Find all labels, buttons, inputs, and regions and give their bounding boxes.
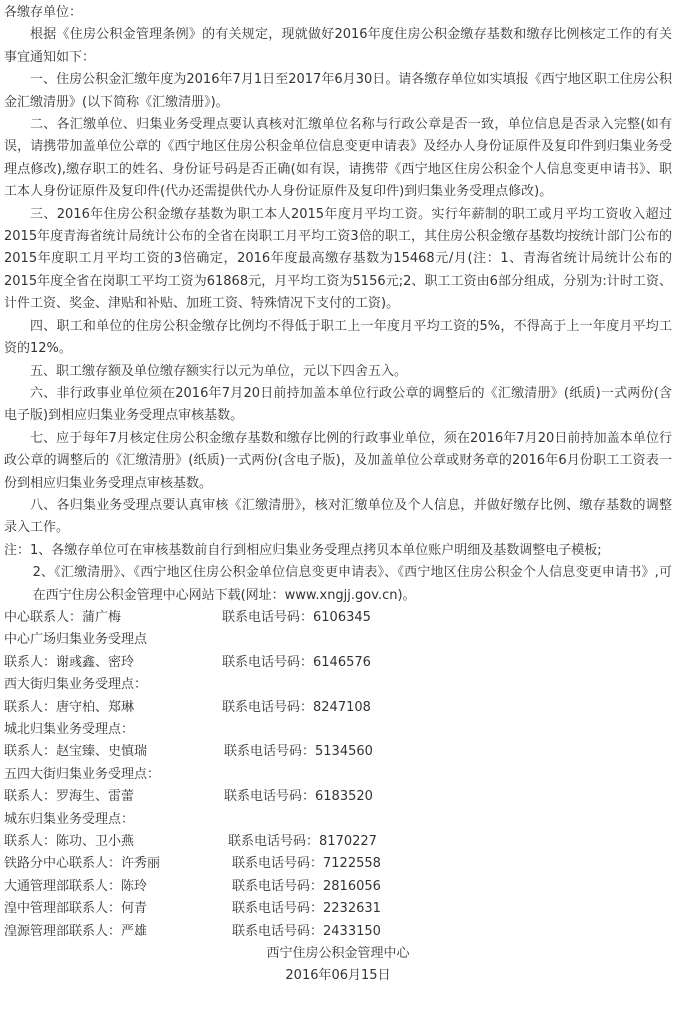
item-1: 一、住房公积金汇缴年度为2016年7月1日至2017年6月30日。请各缴存单位如实填报《西宁地区职工住房公积金汇缴清册》(以下简称《汇缴清册》)。 [4,72,672,110]
contact-phone: 联系电话号码：2433150 [232,923,381,939]
section-title-guangchang: 中心广场归集业务受理点 [4,632,148,648]
contact-phone: 联系电话号码：6106345 [222,609,371,625]
item-5: 五、职工缴存额及单位缴存额实行以元为单位，元以下四舍五入。 [30,363,408,379]
contact-huangzhong [4,898,672,920]
contact-name: 湟源管理部联系人：严雄 [4,923,148,939]
contact-phone: 联系电话号码：5134560 [224,744,373,760]
item-8: 八、各归集业务受理点要认真审核《汇缴清册》，核对汇缴单位及个人信息，并做好缴存比例、缴存基数的调整录入工作。 [4,497,672,536]
section-title-xidajie: 西大街归集业务受理点： [4,677,148,693]
section-title-wusi: 五四大街归集业务受理点： [4,766,161,782]
signature-organization: 西宁住房公积金管理中心 [266,946,410,962]
contact-name: 联系人：唐守柏、郑琳 [4,699,135,715]
item-3: 三、2016年住房公积金缴存基数为职工本人2015年度月平均工资。实行年薪制的职工或月平均工资收入超过2015年度青海省统计局统计公布的全省在岗职工月平均工资3倍的职工，其住房公积金缴存基数均按统计部门公布的2015年度职工月平均工资的3倍确定，2016年度最高缴存基数为15468元/月(注：1、青海省统计局统计公布的2015年度全省在岗职工平均工资为61868元，月平均工资为5156元;2、职工工资由6部分组成，分别为:计时工资、计件工资、奖金、津贴和补贴、加班工资、特殊情况下支付的工资)。 [4,206,672,312]
contact-guangchang [4,652,672,674]
contact-name: 联系人：罗海生、雷蕾 [4,789,135,805]
contact-huangyuan [4,921,672,943]
contact-datong [4,876,672,898]
note-1: 注：1、各缴存单位可在审核基数前自行到相应归集业务受理点拷贝本单位账户明细及基数调整电子模板; [4,542,602,558]
intro-paragraph: 根据《住房公积金管理条例》的有关规定，现就做好2016年度住房公积金缴存基数和缴存比例核定工作的有关事宜通知如下： [4,27,672,65]
contact-phone: 联系电话号码：6146576 [222,654,371,670]
contact-xidajie [4,697,672,719]
item-4: 四、职工和单位的住房公积金缴存比例均不得低于职工上一年度月平均工资的5%，不得高于上一年度月平均工资的12%。 [4,318,672,357]
contact-name: 大通管理部联系人：陈玲 [4,878,148,894]
contact-chengbei [4,741,672,763]
contact-center [4,607,672,629]
contact-phone: 联系电话号码：7122558 [232,856,381,872]
contact-phone: 联系电话号码：6183520 [224,789,373,805]
item-7: 七、应于每年7月核定住房公积金缴存基数和缴存比例的行政事业单位，须在2016年7月20日前持加盖本单位行政公章的调整后的《汇缴清册》(纸质)一式两份(含电子版)，及加盖单位公章或财务章的2016年6月份职工工资表一份到相应归集业务受理点审核基数。 [4,430,672,491]
contact-name: 联系人：陈功、卫小燕 [4,834,135,850]
note-2: 2、《汇缴清册》、《西宁地区住房公积金单位信息变更申请表》、《西宁地区住房公积金个人信息变更申请书》,可在西宁住房公积金管理中心网站下载(网址：www.xngjj.gov.cn)。 [32,565,672,603]
contact-name: 联系人：谢彧鑫、密玲 [4,654,135,670]
section-title-chengbei: 城北归集业务受理点： [4,722,135,737]
section-title-chengdong: 城东归集业务受理点： [4,811,135,827]
contact-chengdong [4,831,672,853]
contact-tielu [4,853,672,875]
contact-name: 联系人：赵宝臻、史慎瑞 [4,744,148,760]
contact-name: 铁路分中心联系人：许秀丽 [4,856,161,872]
item-6: 六、非行政事业单位须在2016年7月20日前持加盖本单位行政公章的调整后的《汇缴清册》(纸质)一式两份(含电子版)到相应归集业务受理点审核基数。 [4,385,672,424]
contact-phone: 联系电话号码：8170227 [228,834,377,850]
contact-name: 中心联系人：蒲广梅 [4,609,122,625]
contact-wusi [4,786,672,808]
contact-phone: 联系电话号码：2232631 [232,901,381,917]
signature-date: 2016年06月15日 [285,968,391,984]
item-2: 二、各汇缴单位、归集业务受理点要认真核对汇缴单位名称与行政公章是否一致，单位信息是否录入完整(如有误，请携带加盖单位公章的《西宁地区住房公积金单位信息变更申请表》及经办人身份证原件及复印件到归集业务受理点修改),缴存职工的姓名、身份证号码是否正确(如有误，请携带《西宁地区住房公积金个人信息变更申请书》、职工本人身份证原件及复印件(代办还需提供代办人身份证原件及复印件)到归集业务受理点修改)。 [4,117,672,200]
contact-phone: 联系电话号码：2816056 [232,878,381,894]
contact-name: 湟中管理部联系人：何青 [4,901,148,917]
contact-phone: 联系电话号码：8247108 [222,699,371,715]
greeting: 各缴存单位： [4,5,83,20]
